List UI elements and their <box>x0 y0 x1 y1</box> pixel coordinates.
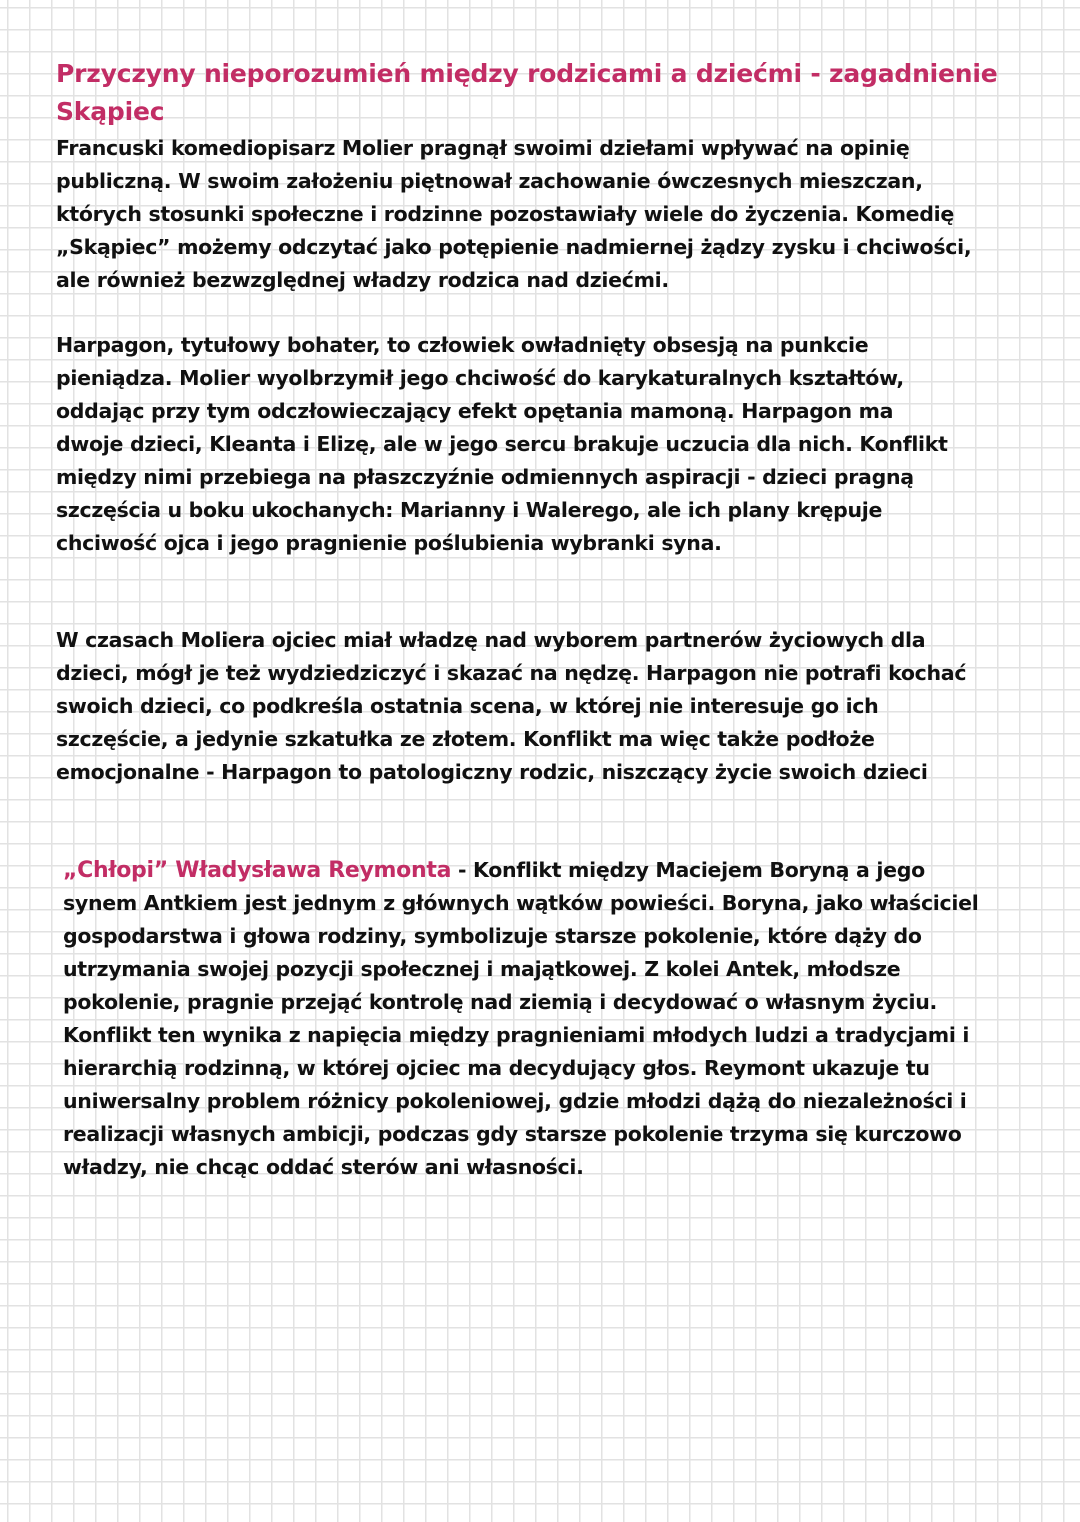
title-line: Przyczyny nieporozumień między rodzicami a dziećmi - zagadnienie <box>56 59 998 88</box>
text-line: ale również bezwzględnej władzy rodzica nad dziećmi. <box>56 268 669 292</box>
text-line: szczęścia u boku ukochanych: Marianny i Walerego, ale ich plany krępuje <box>56 498 883 522</box>
text-line: między nimi przebiega na płaszczyźnie odmiennych aspiracji - dzieci pragną <box>56 465 914 489</box>
text-line: władzy, nie chcąc oddać sterów ani własności. <box>63 1155 584 1179</box>
text-line: Francuski komediopisarz Molier pragnął swoimi dziełami wpływać na opinię <box>56 136 910 160</box>
paragraph-2 <box>56 329 1056 560</box>
text-line: Konflikt ten wynika z napięcia między pragnieniami młodych ludzi a tradycjami i <box>63 1023 970 1047</box>
text-line: gospodarstwa i głowa rodziny, symbolizuje starsze pokolenie, które dąży do <box>63 924 922 948</box>
text-line: dwoje dzieci, Kleanta i Elizę, ale w jego sercu brakuje uczucia dla nich. Konflikt <box>56 432 948 456</box>
section-body <box>63 887 1063 1184</box>
text-line: oddając przy tym odczłowieczający efekt opętania mamoną. Harpagon ma <box>56 399 894 423</box>
text-line: uniwersalny problem różnicy pokoleniowej, gdzie młodzi dążą do niezależności i <box>63 1089 967 1113</box>
text-line: szczęście, a jedynie szkatułka ze złotem. Konflikt ma więc także podłoże <box>56 727 875 751</box>
text-line: synem Antkiem jest jednym z głównych wątków powieści. Boryna, jako właściciel <box>63 891 979 915</box>
text-line: pieniądza. Molier wyolbrzymił jego chciwość do karykaturalnych kształtów, <box>56 366 904 390</box>
text-line: hierarchią rodzinną, w której ojciec ma decydujący głos. Reymont ukazuje tu <box>63 1056 930 1080</box>
text-line: dzieci, mógł je też wydziedziczyć i skazać na nędzę. Harpagon nie potrafi kochać <box>56 661 967 685</box>
text-line: Harpagon, tytułowy bohater, to człowiek owładnięty obsesją na punkcie <box>56 333 869 357</box>
section-heading: „Chłopi” Władysława Reymonta <box>63 858 452 883</box>
title <box>56 55 1056 131</box>
text-line: pokolenie, pragnie przejąć kontrolę nad ziemią i decydować o własnym życiu. <box>63 990 937 1014</box>
text-line: emocjonalne - Harpagon to patologiczny rodzic, niszczący życie swoich dzieci <box>56 760 928 784</box>
text-line: swoich dzieci, co podkreśla ostatnia scena, w której nie interesuje go ich <box>56 694 879 718</box>
text-line: realizacji własnych ambicji, podczas gdy starsze pokolenie trzyma się kurczowo <box>63 1122 962 1146</box>
text-line: „Skąpiec” możemy odczytać jako potępienie nadmiernej żądzy zysku i chciwości, <box>56 235 972 259</box>
text-line: chciwość ojca i jego pragnienie poślubienia wybranki syna. <box>56 531 722 555</box>
paragraph-1 <box>56 132 1056 297</box>
text-line: W czasach Moliera ojciec miał władzę nad wyborem partnerów życiowych dla <box>56 628 926 652</box>
text-line: utrzymania swojej pozycji społecznej i majątkowej. Z kolei Antek, młodsze <box>63 957 901 981</box>
section-chlopi <box>63 854 1063 1184</box>
section-first-line <box>63 854 1063 887</box>
paragraph-3 <box>56 624 1056 789</box>
text-line: których stosunki społeczne i rodzinne pozostawiały wiele do życzenia. Komedię <box>56 202 954 226</box>
title-line: Skąpiec <box>56 97 165 126</box>
section-first-line-text: - Konflikt między Maciejem Boryną a jego <box>451 858 925 882</box>
text-line: publiczną. W swoim założeniu piętnował zachowanie ówczesnych mieszczan, <box>56 169 923 193</box>
